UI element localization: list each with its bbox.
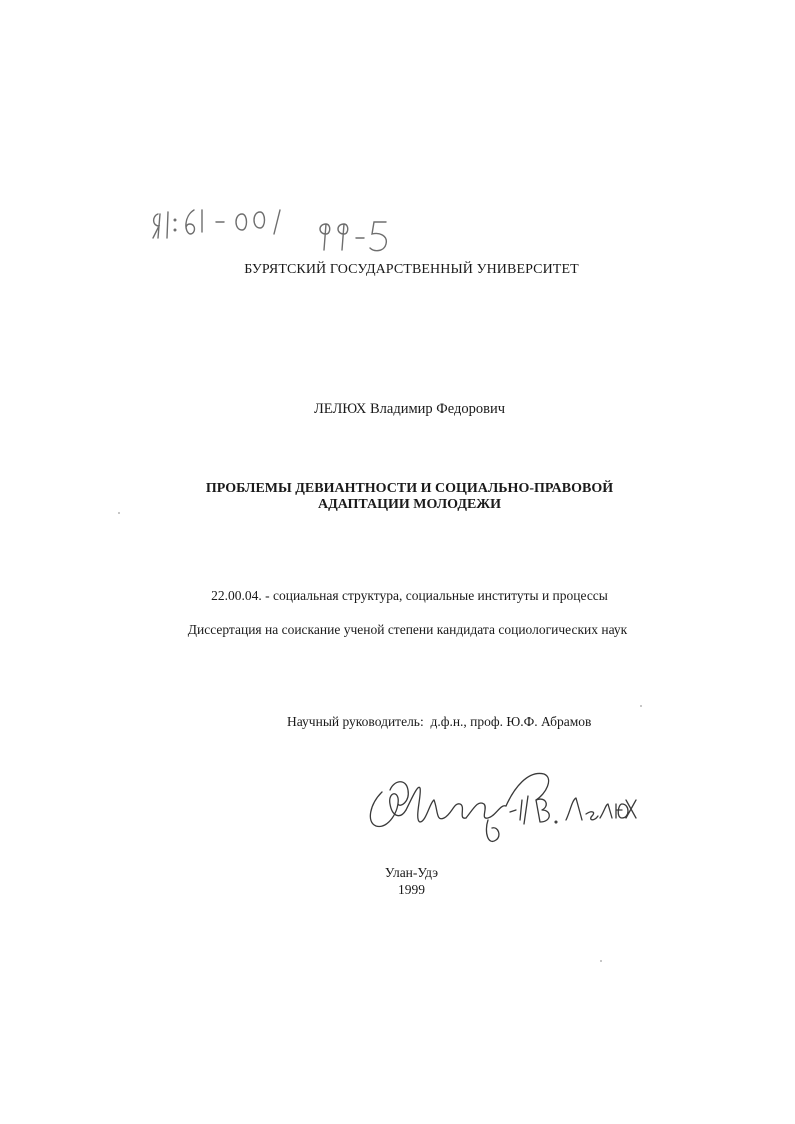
scan-speck: [640, 705, 642, 707]
degree-statement: Диссертация на соискание ученой степени кандидата социологических наук: [187, 622, 628, 637]
dissertation-title: [12, 481, 795, 513]
scientific-supervisor: Научный руководитель: д.ф.н., проф. Ю.Ф. Абрамов: [287, 714, 592, 729]
scan-speck: [118, 512, 120, 514]
scan-speck: [600, 960, 602, 962]
university-name: БУРЯТСКИЙ ГОСУДАРСТВЕННЫЙ УНИВЕРСИТЕТ: [244, 262, 579, 277]
city-name: Улан-Удэ: [384, 865, 439, 880]
title-line-2: АДАПТАЦИИ МОЛОДЕЖИ: [317, 497, 502, 512]
specialty-code: 22.00.04. - социальная структура, социальные институты и процессы: [211, 588, 608, 603]
year: 1999: [398, 882, 425, 897]
title-line-1: ПРОБЛЕМЫ ДЕВИАНТНОСТИ И СОЦИАЛЬНО-ПРАВОВОЙ: [205, 481, 614, 496]
author-signature: [360, 760, 640, 855]
place-and-year: [14, 864, 795, 898]
author-name: ЛЕЛЮХ Владимир Федорович: [313, 401, 506, 417]
handwritten-archive-number: [150, 200, 410, 260]
